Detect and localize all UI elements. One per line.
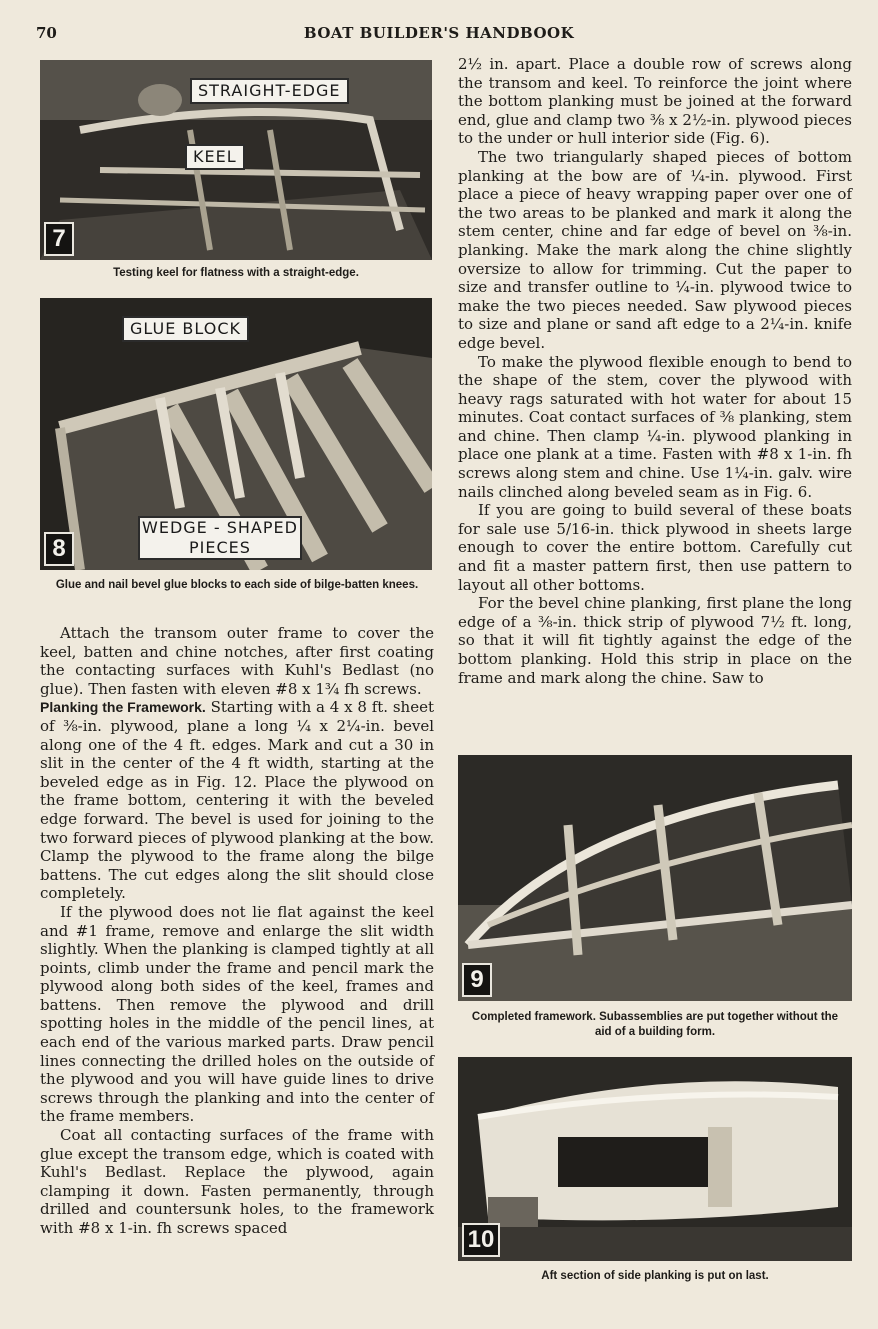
subheading: Planking the Framework.	[40, 699, 206, 716]
paragraph: If you are going to build several of these boats for sale use 5/16-in. thick plywood in sheets large enough to cover the entire bottom. Carefully cut and fit a master pattern first, then use pattern to layout all other bottoms.	[458, 501, 852, 594]
paragraph: 2½ in. apart. Place a double row of screws along the transom and keel. To reinforce the joint where the bottom planking must be joined at the forward end, glue and clamp two ⅜ x 2½-in. plywood pieces to the under or hull interior side (Fig. 6).	[458, 55, 852, 148]
figure-number-badge: 7	[44, 222, 74, 256]
figure-8-photo	[40, 298, 432, 570]
running-title: BOAT BUILDER'S HANDBOOK	[303, 24, 575, 42]
figure-number-badge: 9	[462, 963, 492, 997]
left-column-text	[40, 624, 434, 1238]
label-straight-edge: STRAIGHT-EDGE	[190, 78, 349, 104]
paragraph: Attach the transom outer frame to cover the keel, batten and chine notches, after first coating the contacting surfaces with Kuhl's Bedlast (no glue). Then fasten with eleven #8 x 1¾ fh screws.	[40, 624, 434, 698]
figure-number-badge: 10	[462, 1223, 500, 1257]
paragraph: Coat all contacting surfaces of the frame with glue except the transom edge, which is coated with Kuhl's Bedlast. Replace the plywood, again clamping it down. Fasten permanently, through drilled and countersunk holes, to the framework with #8 x 1-in. fh screws spaced	[40, 1126, 434, 1237]
label-wedge-shaped-pieces: WEDGE - SHAPED PIECES	[138, 516, 302, 560]
figure-8-caption: Glue and nail bevel glue blocks to each side of bilge-batten knees.	[55, 579, 419, 591]
page-header	[0, 24, 878, 46]
paragraph: If the plywood does not lie flat against the keel and #1 frame, remove and enlarge the slit width slightly. When the planking is clamped tightly at all points, climb under the frame and pencil mark the plywood along both sides of the keel, frames and battens. Then remove the plywood and drill spotting holes in the middle of the pencil lines, at each end of the various marked parts. Draw pencil lines connecting the drilled holes on the outside of the plywood and you will have guide lines to drive screws through the planking and into the center of the frame members.	[40, 902, 434, 1126]
figure-9-photo	[458, 755, 852, 1001]
paragraph: To make the plywood flexible enough to bend to the shape of the stem, cover the plywood with heavy rags saturated with hot water for about 15 minutes. Coat contact surfaces of ⅜ planking, stem and chine. Then clamp ¼-in. plywood planking in place one plank at a time. Fasten with #8 x 1-in. fh screws along stem and chine. Use 1¼-in. galv. wire nails clinched along beveled seam as in Fig. 6.	[458, 352, 852, 501]
figure-7-caption: Testing keel for flatness with a straight-edge.	[113, 267, 359, 279]
figure-7-photo	[40, 60, 432, 260]
figure-10-caption: Aft section of side planking is put on last.	[541, 1270, 769, 1282]
figure-number-badge: 8	[44, 532, 74, 566]
label-glue-block: GLUE BLOCK	[122, 316, 249, 342]
paragraph: For the bevel chine planking, first plane the long edge of a ⅜-in. thick strip of plywood 7½ ft. long, so that it will fit tightly against the edge of the bottom planking. Hold this strip in place on the frame and mark along the chine. Saw to	[458, 594, 852, 687]
right-column-text	[458, 55, 852, 687]
figure-9-caption: Completed framework. Subassemblies are put together without the aid of a building form.	[471, 1011, 839, 1038]
figure-10-photo	[458, 1057, 852, 1261]
page-number: 70	[36, 24, 57, 42]
paragraph: Planking the Framework. Starting with a 4 x 8 ft. sheet of ⅜-in. plywood, plane a long ¼ x 2¼-in. bevel along one of the 4 ft. edges. Mark and cut a 30 in slit in the center of the 4 ft width, starting at the beveled edge as in Fig. 12. Place the plywood on the frame bottom, centering it with the beveled edge forward. The bevel is used for joining to the two forward pieces of plywood planking at the bow. Clamp the plywood to the frame along the bilge battens. The cut edges along the slit should close completely.	[40, 698, 434, 903]
paragraph: The two triangularly shaped pieces of bottom planking at the bow are of ¼-in. plywood. First place a piece of heavy wrapping paper over one of the two areas to be planked and mark it along the stem center, chine and far edge of bevel on ⅜-in. planking. Make the mark along the chine slightly oversize to allow for trimming. Cut the paper to size and transfer outline to ¼-in. plywood twice to make the two pieces needed. Saw plywood pieces to size and plane or sand aft edge to a 2¼-in. knife edge bevel.	[458, 147, 852, 352]
label-keel: KEEL	[185, 144, 245, 170]
